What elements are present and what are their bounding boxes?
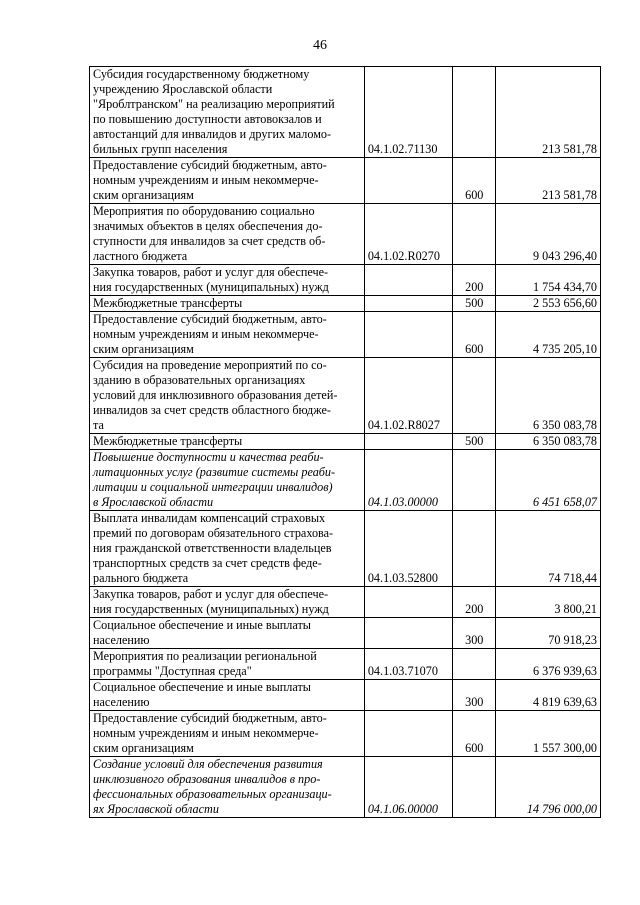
row-expense-kind: 600	[453, 158, 496, 204]
row-amount: 74 718,44	[496, 511, 601, 587]
table-row	[90, 265, 601, 296]
row-expense-kind	[453, 358, 496, 434]
row-expense-kind: 500	[453, 296, 496, 312]
row-amount: 6 451 658,07	[496, 450, 601, 511]
row-expense-kind: 300	[453, 680, 496, 711]
row-name-text: Мероприятия по реализации региональной программы "Доступная среда"	[93, 649, 317, 678]
table-row	[90, 67, 601, 158]
table-row	[90, 434, 601, 450]
row-code	[364, 158, 453, 204]
row-name-text: Выплата инвалидам компенсаций страховых премий по договорам обязательного страхова- ния гражданской ответственности владельцев транспортных средств за счет средств феде- рального бюджета	[93, 511, 334, 585]
table-row	[90, 511, 601, 587]
table-row	[90, 587, 601, 618]
row-code: 04.1.06.00000	[364, 757, 453, 818]
row-expense-kind	[453, 649, 496, 680]
row-expense-kind	[453, 450, 496, 511]
row-name	[90, 204, 365, 265]
row-amount: 4 819 639,63	[496, 680, 601, 711]
row-code: 04.1.03.71070	[364, 649, 453, 680]
row-amount: 6 376 939,63	[496, 649, 601, 680]
row-name-text: Создание условий для обеспечения развития инклюзивного образования инвалидов в про- фессиональных образовательных организаци- ях Ярославской области	[93, 757, 332, 816]
row-name-text: Закупка товаров, работ и услуг для обеспече- ния государственных (муниципальных) нужд	[93, 265, 329, 294]
row-amount: 1 754 434,70	[496, 265, 601, 296]
row-amount: 3 800,21	[496, 587, 601, 618]
row-expense-kind: 200	[453, 265, 496, 296]
row-code	[364, 265, 453, 296]
row-expense-kind	[453, 511, 496, 587]
row-name-text: Межбюджетные трансферты	[93, 296, 243, 310]
row-amount: 213 581,78	[496, 67, 601, 158]
row-amount: 6 350 083,78	[496, 434, 601, 450]
row-expense-kind	[453, 67, 496, 158]
row-expense-kind: 500	[453, 434, 496, 450]
row-code	[364, 618, 453, 649]
row-expense-kind: 600	[453, 312, 496, 358]
row-name	[90, 587, 365, 618]
row-name	[90, 67, 365, 158]
row-amount: 14 796 000,00	[496, 757, 601, 818]
row-expense-kind: 300	[453, 618, 496, 649]
row-name-text: Предоставление субсидий бюджетным, авто- номным учреждениям и иным некоммерче- ским организациям	[93, 158, 327, 202]
table-row	[90, 757, 601, 818]
row-code: 04.1.02.R8027	[364, 358, 453, 434]
row-name-text: Субсидия на проведение мероприятий по со- зданию в образовательных организациях условий для инклюзивного образования детей- инвалидов за счет средств областного бюдже- та	[93, 358, 338, 432]
row-expense-kind	[453, 204, 496, 265]
page-number: 46	[313, 38, 327, 53]
table-row	[90, 618, 601, 649]
row-name	[90, 450, 365, 511]
table-row	[90, 680, 601, 711]
row-name	[90, 434, 365, 450]
row-name	[90, 358, 365, 434]
row-expense-kind: 600	[453, 711, 496, 757]
row-name	[90, 649, 365, 680]
row-code	[364, 434, 453, 450]
row-name-text: Предоставление субсидий бюджетным, авто- номным учреждениям и иным некоммерче- ским организациям	[93, 711, 327, 755]
row-amount: 6 350 083,78	[496, 358, 601, 434]
row-amount: 4 735 205,10	[496, 312, 601, 358]
row-name-text: Повышение доступности и качества реаби- литационных услуг (развитие системы реаби- литации и социальной интеграции инвалидов) в Ярославской области	[93, 450, 336, 509]
row-code: 04.1.02.R0270	[364, 204, 453, 265]
row-name-text: Закупка товаров, работ и услуг для обеспече- ния государственных (муниципальных) нужд	[93, 587, 329, 616]
row-name	[90, 680, 365, 711]
row-code	[364, 711, 453, 757]
row-code	[364, 296, 453, 312]
budget-table	[89, 66, 601, 818]
row-amount: 2 553 656,60	[496, 296, 601, 312]
row-code	[364, 587, 453, 618]
row-name	[90, 158, 365, 204]
row-name	[90, 511, 365, 587]
row-name	[90, 711, 365, 757]
row-name	[90, 265, 365, 296]
row-code	[364, 680, 453, 711]
row-amount: 9 043 296,40	[496, 204, 601, 265]
row-name-text: Мероприятия по оборудованию социально значимых объектов в целях обеспечения до- ступности для инвалидов за счет средств об- ластного бюджета	[93, 204, 326, 263]
row-amount: 1 557 300,00	[496, 711, 601, 757]
row-code	[364, 312, 453, 358]
row-name-text: Социальное обеспечение и иные выплаты населению	[93, 680, 311, 709]
row-code: 04.1.02.71130	[364, 67, 453, 158]
row-name	[90, 312, 365, 358]
row-code: 04.1.03.00000	[364, 450, 453, 511]
row-name	[90, 296, 365, 312]
row-name	[90, 757, 365, 818]
table-row	[90, 711, 601, 757]
row-expense-kind: 200	[453, 587, 496, 618]
table-row	[90, 450, 601, 511]
table-row	[90, 204, 601, 265]
row-name-text: Социальное обеспечение и иные выплаты населению	[93, 618, 311, 647]
table-row	[90, 296, 601, 312]
row-expense-kind	[453, 757, 496, 818]
table-row	[90, 649, 601, 680]
row-name-text: Предоставление субсидий бюджетным, авто- номным учреждениям и иным некоммерче- ским организациям	[93, 312, 327, 356]
row-name-text: Субсидия государственному бюджетному учреждению Ярославской области "Яроблтранском" на реализацию мероприятий по повышению доступности автовокзалов и автостанций для инвалидов и других маломо- бильных групп населения	[93, 67, 335, 156]
table-row	[90, 312, 601, 358]
row-name-text: Межбюджетные трансферты	[93, 434, 243, 448]
row-code: 04.1.03.52800	[364, 511, 453, 587]
row-amount: 213 581,78	[496, 158, 601, 204]
table-row	[90, 358, 601, 434]
budget-table-body	[90, 67, 601, 818]
row-amount: 70 918,23	[496, 618, 601, 649]
table-row	[90, 158, 601, 204]
row-name	[90, 618, 365, 649]
